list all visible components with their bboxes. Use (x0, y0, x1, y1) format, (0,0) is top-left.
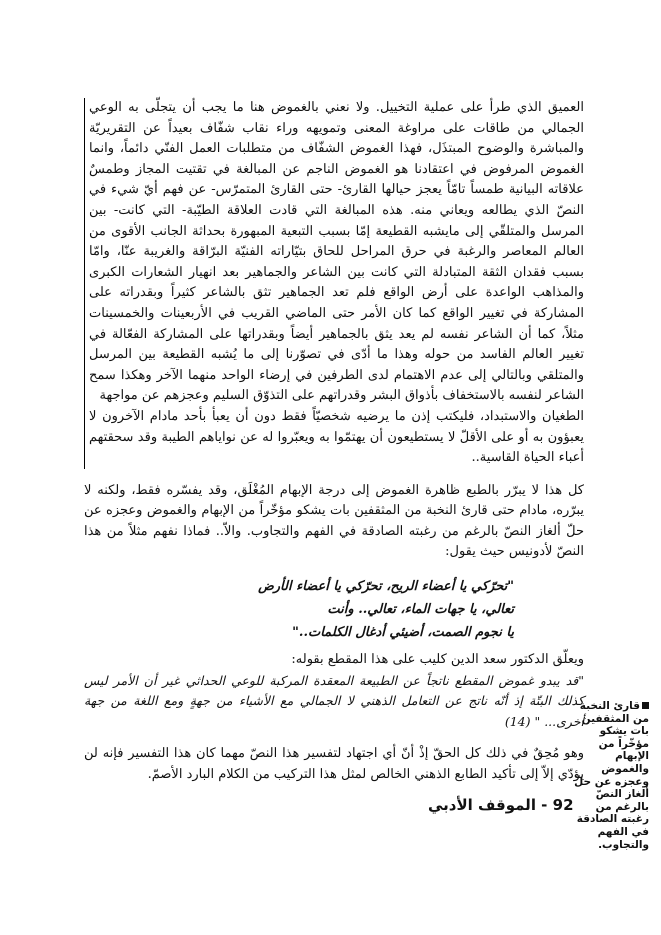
paragraph-2: الطغيان والاستبداد، فليكتب إذن ما يرضيه شخصيّاً فقط دون أن يعبأ بأحد مادام الآخرون لا يعبؤون به أو على الأقلّ لا يستطيعون أن يهتمّوا به ويعبّروا له عن نواياهم الطيبة وقد سحقتهم أعباء الحياة القاسية.. (84, 407, 584, 469)
paragraph-5: وهو مُحِقٌ في ذلك كل الحقّ إذْ أنّ أي اجتهاد لتفسير هذا النصّ مهما كان هذا التفسير فإنه لن يؤدّي إلاّ إلى تأكيد الطابع الذهني الخالص لمثل هذا التركيب من الكلام البارد الأصمّ. (84, 746, 584, 783)
poem-line: يا نجوم الصمت، أضيئي أدغال الكلمات.." (292, 625, 514, 641)
square-bullet-icon (642, 702, 649, 709)
page-footer: 92 - الموقف الأدبي (428, 796, 574, 814)
poem-excerpt (144, 575, 514, 644)
article-body (84, 98, 584, 786)
pull-quote-text: قارئ النخبة من المثقفين بات يشكو مؤخّراً من الإبهام والغموض وعجزه عن حلّ ألغاز النصّ بالرغم من رغبته الصادقة في الفهم والتجاوب. (574, 700, 649, 851)
poem-line: "تحرّكي يا أعضاء الريح، تحرّكي يا أعضاء الأرض (258, 579, 514, 595)
sidebar-pull-quote (569, 700, 649, 851)
poem-line: تعالي، يا جهات الماء، تعالي.. وأنت (327, 602, 514, 618)
paragraph-3: كل هذا لا يبرّر بالطبع ظاهرة الغموض إلى درجة الإبهام المُغْلَق، وقد يفسّره فقط، ولكنه لا يبرّره، مادام حتى قارئ النخبة من المثقفين بات يشكو مؤخّراً من الإبهام والغموض وعجزه عن حلّ ألغاز النصّ بالرغم من رغبته الصادقة في الفهم والتجاوب. والاّ.. فماذا نفهم مثلاً من هذا النصّ لأدونيس حيث يقول: (84, 482, 584, 560)
paragraph-1: العميق الذي طرأ على عملية التخييل. ولا نعني بالغموض هنا ما يجب أن يتجلّى به الوعي الجمالي من طاقات على مراوغة المعنى وتمويهه وراء نقاب شفّاف بعيداً عن التقريريّة والمباشرة والوضوح المبتذَل، فهذا الغموض الشفّاف من متطلبات العمل الفنّي دائماً، وانما الغموض المرفوض في اعتقادنا هو الغموض الناجم عن المبالغة في تقتيت المجاز وطمسٌ علاقاته البيانية طمساً تامّاً يعجز حيالها القارئ- حتى القارئ المتمرّس- عن فهم أيّ شيء في النصّ الذي يطالعه ويعاني منه. هذه المبالغة التي قادت العلاقة الطيّبة- التي كانت- بين المرسل والمتلقّي إلى مايشبه القطيعة إمّا بسبب التبعية المبهورة بحداثة الجانب الأقوى من العالم المعاصر والرغبة في حرق المراحل للحاق بتيّاراته الفنيّة البرّاقة والغريبة عنّا، وامّا بسبب فقدان الثقة المتبادلة التي كانت بين الشاعر والجماهير بعد انهيار الشعارات الكبرى والمذاهب الواعدة على أرض الواقع فلم تعد الجماهير تثق بالشاعر كثيراً وبقدراته على المشاركة في تغيير الواقع كما كان الأمر حتى الماضي القريب في الأربعينات والخمسينات مثلاً، كما أن الشاعر نفسه لم يعد يثق بالجماهير أيضاً وبقدراتها على المشاركة الفعّالة في تغيير العالم الفاسد من حوله وهذا ما أدّى في تصوّرنا إلى ما يُشبه القطيعة بين المرسل والمتلقي وبالتالي إلى عدم الاهتمام لدى الطرفين في إرضاء الواحد منهما الآخر وهكذا سمح الشاعر لنفسه بالاستخفاف بأذواق البشر وقدراتهم على التذوّق السليم وعجزهم عن مواجهة (84, 98, 584, 407)
paragraph-4: ويعلّق الدكتور سعد الدين كليب على هذا المقطع بقوله: (291, 652, 584, 668)
block-quote: "قد يبدو غموض المقطع ناتجاً عن الطبيعة المعقدة المركبة للوعي الحداثي غير أن الأمر ليس كذلك البتّة إذ أنّه ناتج عن التعامل الذهني لا الجمالي مع الأشياء من جهةٍ ومع اللغة من جهة أخرى... " (14) (84, 672, 584, 729)
